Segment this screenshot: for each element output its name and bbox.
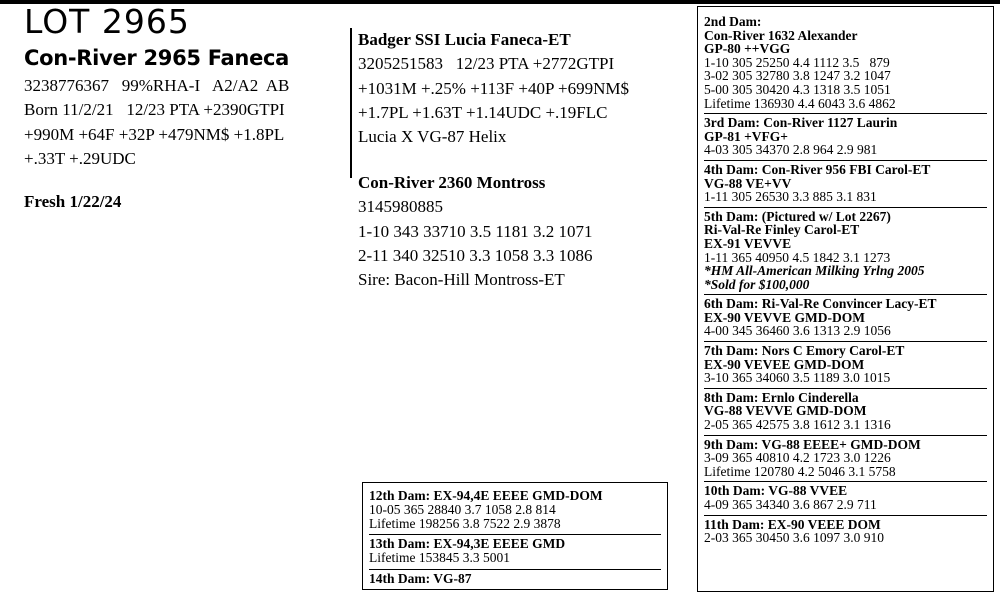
dam-heading: 8th Dam: Ernlo Cinderella [704,389,859,405]
dam-entry [704,389,987,436]
dam-heading: 13th Dam: EX-94,3E EEEE GMD [369,536,566,552]
sire-line: 3205251583 12/23 PTA +2772GTPI [358,54,615,74]
dam-entry [704,114,987,161]
dam-entry [704,342,987,389]
dam-record: 1-10 305 25250 4.4 1112 3.5 879 [704,54,890,70]
animal-info-line: Born 11/2/21 12/23 PTA +2390GTPI [24,100,285,120]
dam-heading: Ri-Val-Re Finley Carol-ET [704,222,860,238]
dam-entry [704,208,987,296]
dam-heading: 2nd Dam: [704,14,762,29]
pedigree-bracket-line [350,28,352,178]
maternal-pedigree-box [697,6,994,592]
animal-info-line: +.33T +.29UDC [24,148,136,168]
dam-heading: Con-River 1632 Alexander [704,27,858,43]
dam-heading: 11th Dam: EX-90 VEEE DOM [704,516,881,532]
sire-line: +1031M +.25% +113F +40P +699NM$ [358,78,630,98]
dam-note: *Sold for $100,000 [704,276,810,292]
dam-heading: VG-88 VE+VV [704,175,792,191]
dam-line: Sire: Bacon-Hill Montross-ET [358,270,565,290]
dam-heading: EX-91 VEVVE [704,235,792,251]
dam-block [358,171,593,292]
dam-record: 2-05 365 42575 3.8 1612 3.1 1316 [704,417,891,433]
dam-record: Lifetime 136930 4.4 6043 3.6 4862 [704,95,896,111]
dam-record: 3-09 365 40810 4.2 1723 3.0 1226 [704,450,891,466]
sire-line: Lucia X VG-87 Helix [358,127,507,147]
dam-heading: 4th Dam: Con-River 956 FBI Carol-ET [704,161,931,177]
dam-entry [704,13,987,114]
dam-heading: 10th Dam: VG-88 VVEE [704,483,848,499]
dam-record: 5-00 305 30420 4.3 1318 3.5 1051 [704,81,891,97]
sire-block [358,28,629,149]
dam-record: 4-09 365 34340 3.6 867 2.9 711 [704,497,877,512]
extended-pedigree-box [362,482,668,590]
dam-entry [704,516,987,548]
dam-heading: EX-90 VEVVE GMD-DOM [704,309,865,325]
dam-record: 3-10 365 34060 3.5 1189 3.0 1015 [704,370,891,386]
dam-record: 4-00 345 36460 3.6 1313 2.9 1056 [704,323,891,339]
dam-entry [704,436,987,483]
dam-record: 1-11 365 40950 4.5 1842 3.1 1273 [704,249,891,265]
dam-record: 3-02 305 32780 3.8 1247 3.2 1047 [704,68,891,84]
dam-note: *HM All-American Milking Yrlng 2005 [704,263,925,279]
dam-heading: GP-80 ++VGG [704,41,791,57]
sire-line: +1.7PL +1.63T +1.14UDC +.19FLC [358,102,608,122]
lot-title: LOT 2965 [24,2,190,41]
dam-heading: 9th Dam: VG-88 EEEE+ GMD-DOM [704,436,921,452]
dam-heading: 3rd Dam: Con-River 1127 Laurin [704,115,898,131]
animal-info [24,74,289,171]
dam-record: 1-11 305 26530 3.3 885 3.1 831 [704,189,877,205]
dam-heading: 12th Dam: EX-94,4E EEEE GMD-DOM [369,488,603,503]
dam-heading: 7th Dam: Nors C Emory Carol-ET [704,343,905,359]
dam-entry [704,295,987,342]
dam-heading: 6th Dam: Ri-Val-Re Convincer Lacy-ET [704,296,937,312]
dam-entry [704,161,987,208]
animal-info-line: +990M +64F +32P +479NM$ +1.8PL [24,124,285,144]
dam-heading: GP-81 +VFG+ [704,128,788,144]
dam-entry [369,487,661,535]
dam-entry [369,570,661,590]
dam-entry [369,535,661,570]
dam-name: Con-River 2360 Montross [358,173,546,192]
dam-entry [704,482,987,515]
sire-name: Badger SSI Lucia Faneca-ET [358,30,571,49]
dam-record: 4-03 305 34370 2.8 964 2.9 981 [704,142,878,158]
dam-record: Lifetime 198256 3.8 7522 2.9 3878 [369,515,561,531]
dam-line: 3145980885 [358,197,443,217]
dam-record: 10-05 365 28840 3.7 1058 2.8 814 [369,501,556,517]
dam-heading: EX-90 VEVEE GMD-DOM [704,356,865,372]
animal-name: Con-River 2965 Faneca [24,46,290,70]
dam-record: Lifetime 120780 4.2 5046 3.1 5758 [704,463,896,479]
dam-heading: VG-88 VEVVE GMD-DOM [704,403,867,419]
dam-heading: 14th Dam: VG-87 [369,570,472,586]
dam-record: 2-03 365 30450 3.6 1097 3.0 910 [704,530,884,546]
fresh-date: Fresh 1/22/24 [24,192,122,211]
dam-record: Lifetime 153845 3.3 5001 [369,550,510,566]
dam-line: 2-11 340 32510 3.3 1058 3.3 1086 [358,245,593,265]
dam-heading: 5th Dam: (Pictured w/ Lot 2267) [704,208,891,224]
animal-info-line: 3238776367 99%RHA-I A2/A2 AB [24,76,290,95]
dam-line: 1-10 343 33710 3.5 1181 3.2 1071 [358,221,593,241]
